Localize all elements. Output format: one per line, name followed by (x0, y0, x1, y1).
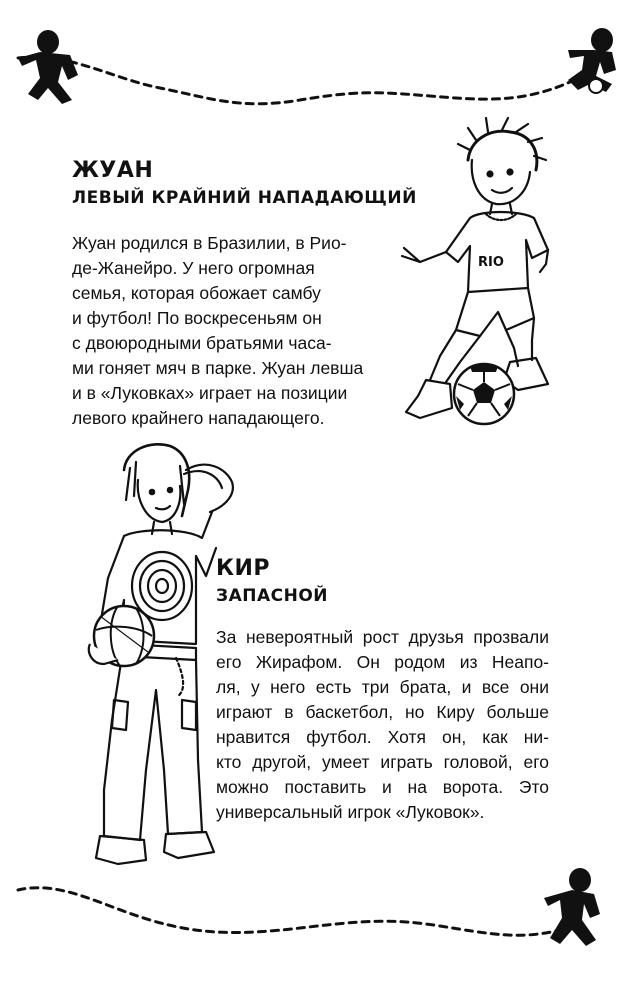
character-name-juan: ЖУАН (72, 158, 154, 183)
bio-line: де-Жанейро. У него огромная (72, 258, 315, 278)
shirt-text: RIO (478, 255, 504, 270)
bio-line: Жуан родился в Бразилии, в Рио- (72, 233, 347, 253)
character-name-kir: КИР (216, 556, 271, 581)
bio-line: ми гоняет мяч в парке. Жуан левша (72, 358, 364, 378)
character-role-kir: ЗАПАСНОЙ (216, 586, 329, 606)
bio-line: играют в баскетбол, но Киру больше (216, 702, 549, 722)
character-bio-juan (72, 231, 363, 431)
bio-line: с двоюродными братьями часа- (72, 333, 332, 353)
bio-line: его Жирафом. Он родом из Неапо- (216, 652, 549, 672)
bio-line: За невероятный рост друзья прозвали (216, 627, 549, 647)
character-bio-kir (216, 625, 549, 825)
bio-line: нравится футбол. Хотя он, как ни- (216, 727, 549, 747)
bio-line: кто другой, умеет играть головой, его (216, 752, 549, 772)
bio-line: универсальный игрок «Луковок». (216, 802, 485, 822)
bio-line: можно поставить и на ворота. Это (216, 777, 549, 797)
bio-line: левого крайнего нападающего. (72, 408, 325, 428)
character-role-juan: ЛЕВЫЙ КРАЙНИЙ НАПАДАЮЩИЙ (72, 188, 417, 208)
bio-line: и футбол! По воскресеньям он (72, 308, 322, 328)
bio-line: и в «Луковках» играет на позиции (72, 383, 348, 403)
bio-line: ля, у него есть три брата, и все они (216, 677, 549, 697)
bio-line: семья, которая обожает самбу (72, 283, 321, 303)
